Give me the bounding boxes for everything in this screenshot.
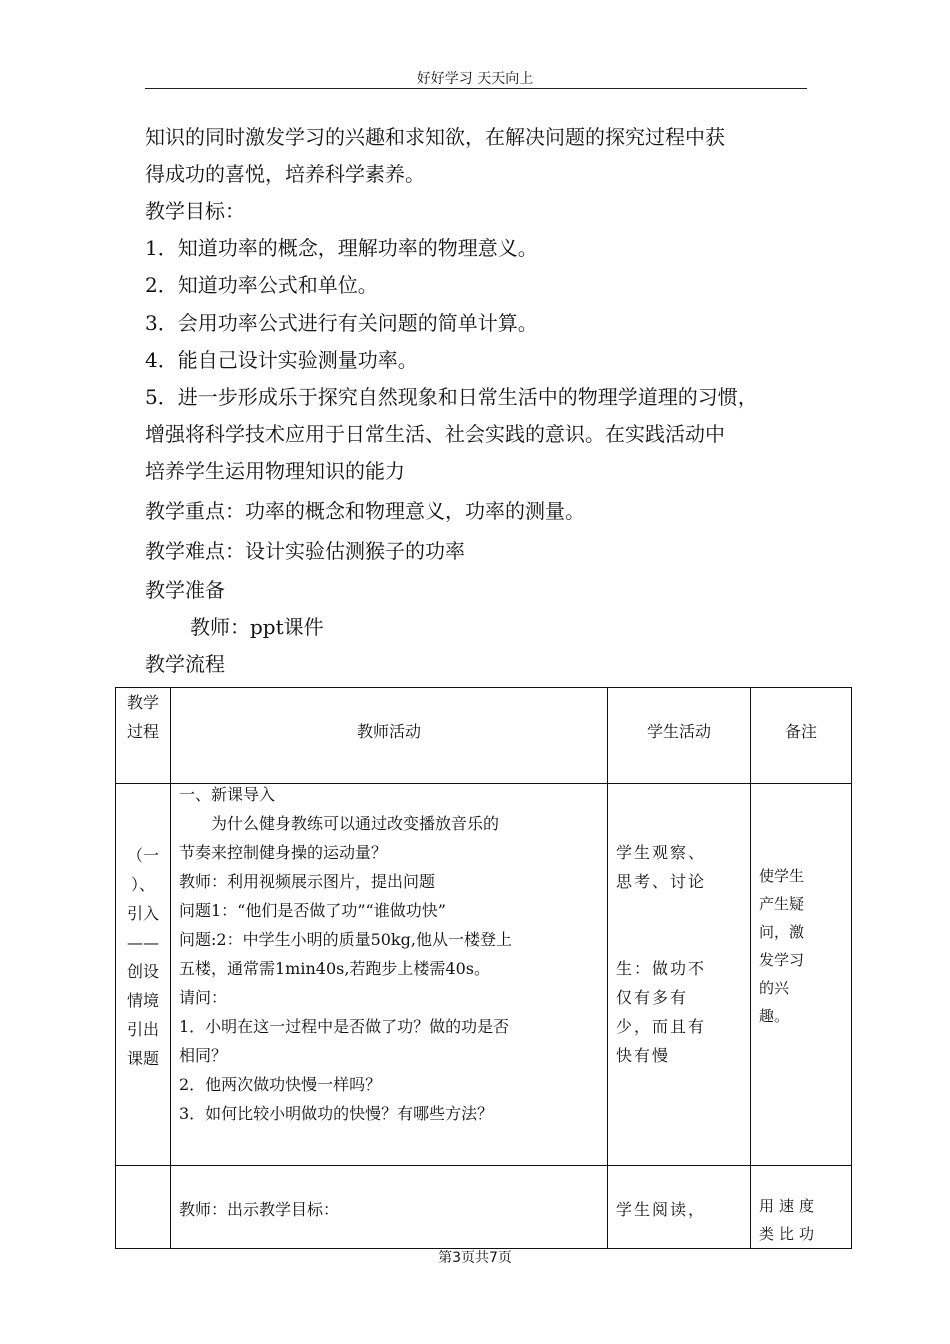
process-line: 情境 <box>126 991 159 1010</box>
student-activity-cell <box>608 1166 751 1249</box>
student-line: 生：做功不 <box>616 959 707 978</box>
table-row <box>116 1166 852 1249</box>
teacher-line: 教师：利用视频展示图片，提出问题 <box>179 872 436 891</box>
student-line: 少，而且有 <box>616 1017 707 1036</box>
key-point: 教学重点：功率的概念和物理意义，功率的测量。 <box>145 499 585 523</box>
note-cell <box>751 1166 852 1249</box>
header-teacher: 教师活动 <box>171 688 608 784</box>
process-line: —— <box>127 933 159 952</box>
teacher-line: 3．如何比较小明做功的快慢？有哪些方法？ <box>179 1104 494 1123</box>
teacher-line: 节奏来控制健身操的运动量？ <box>179 843 388 862</box>
header-student: 学生活动 <box>608 688 751 784</box>
lesson-flow-table <box>115 687 852 1249</box>
header-note: 备注 <box>751 688 852 784</box>
section-heading: 教学流程 <box>145 652 225 676</box>
section-heading: 教学准备 <box>145 578 225 602</box>
header-process-line: 教学 <box>126 693 159 712</box>
objective-item: 1．知道功率的概念，理解功率的物理意义。 <box>145 236 538 260</box>
process-line: 课题 <box>126 1049 159 1068</box>
student-line: 仅有多有 <box>616 988 689 1007</box>
note-line: 趣。 <box>759 1007 790 1025</box>
teacher-line: 为什么健身教练可以通过改变播放音乐的 <box>211 814 500 833</box>
note-line: 发学习 <box>759 951 805 969</box>
teacher-line: 教师：出示教学目标： <box>179 1200 340 1219</box>
section-heading: 教学目标： <box>145 199 245 223</box>
process-cell <box>116 1166 171 1249</box>
teacher-activity-cell <box>171 1166 608 1249</box>
table-row <box>116 784 852 1166</box>
note-line: 类比功 <box>759 1225 820 1243</box>
teacher-line: 1．小明在这一过程中是否做了功？做的功是否 <box>179 1017 510 1036</box>
body-line: 增强将科学技术应用于日常生活、社会实践的意识。在实践活动中 <box>145 422 725 446</box>
student-activity-cell <box>608 784 751 1166</box>
header-rule <box>145 88 807 89</box>
process-line: ）、 <box>130 875 155 894</box>
teacher-line: 2．他两次做功快慢一样吗？ <box>179 1075 382 1094</box>
note-cell <box>751 784 852 1166</box>
page-header: 好好学习 天天向上 <box>416 71 534 87</box>
note-line: 产生疑 <box>759 895 805 913</box>
process-cell <box>116 784 171 1166</box>
objective-item: 5．进一步形成乐于探究自然现象和日常生活中的物理学道理的习惯， <box>145 385 758 409</box>
teacher-line: 问题1：“他们是否做了功”“谁做功快” <box>179 901 446 920</box>
body-line: 培养学生运用物理知识的能力 <box>145 459 405 483</box>
table-header-row <box>116 688 852 784</box>
preparation-item: 教师：ppt课件 <box>190 615 324 639</box>
objective-item: 3．会用功率公式进行有关问题的简单计算。 <box>145 311 538 335</box>
objective-item: 2．知道功率公式和单位。 <box>145 273 378 297</box>
teacher-line: 一、新课导入 <box>179 785 276 804</box>
body-line: 得成功的喜悦，培养科学素养。 <box>145 162 425 186</box>
student-line <box>616 925 742 954</box>
page-footer: 第3页共7页 <box>438 1250 512 1266</box>
student-line <box>616 896 742 925</box>
teacher-activity-cell <box>171 784 608 1166</box>
objective-item: 4．能自己设计实验测量功率。 <box>145 348 418 372</box>
student-line: 思考、讨论 <box>616 872 707 891</box>
process-line: 引出 <box>126 1020 159 1039</box>
process-line: 引入 <box>126 904 159 923</box>
body-line: 知识的同时激发学习的兴趣和求知欲，在解决问题的探究过程中获 <box>145 125 725 149</box>
student-line: 学生阅读， <box>616 1200 707 1219</box>
note-line: 使学生 <box>759 867 805 885</box>
process-line: 创设 <box>126 962 159 981</box>
note-line: 用速度 <box>759 1197 820 1215</box>
header-process <box>116 688 171 784</box>
note-line: 问，激 <box>759 923 805 941</box>
process-line: （一 <box>126 846 159 865</box>
header-process-line: 过程 <box>126 722 159 741</box>
teacher-line: 五楼，通常需1min40s,若跑步上楼需40s。 <box>179 959 491 978</box>
teacher-line: 问题:2：中学生小明的质量50kg,他从一楼登上 <box>179 930 512 949</box>
note-line: 的兴 <box>759 979 790 997</box>
student-line: 快有慢 <box>616 1046 671 1065</box>
teacher-line: 相同？ <box>179 1046 228 1065</box>
teacher-line: 请问： <box>179 988 228 1007</box>
student-line: 学生观察、 <box>616 843 707 862</box>
difficulty: 教学难点：设计实验估测猴子的功率 <box>145 539 465 563</box>
